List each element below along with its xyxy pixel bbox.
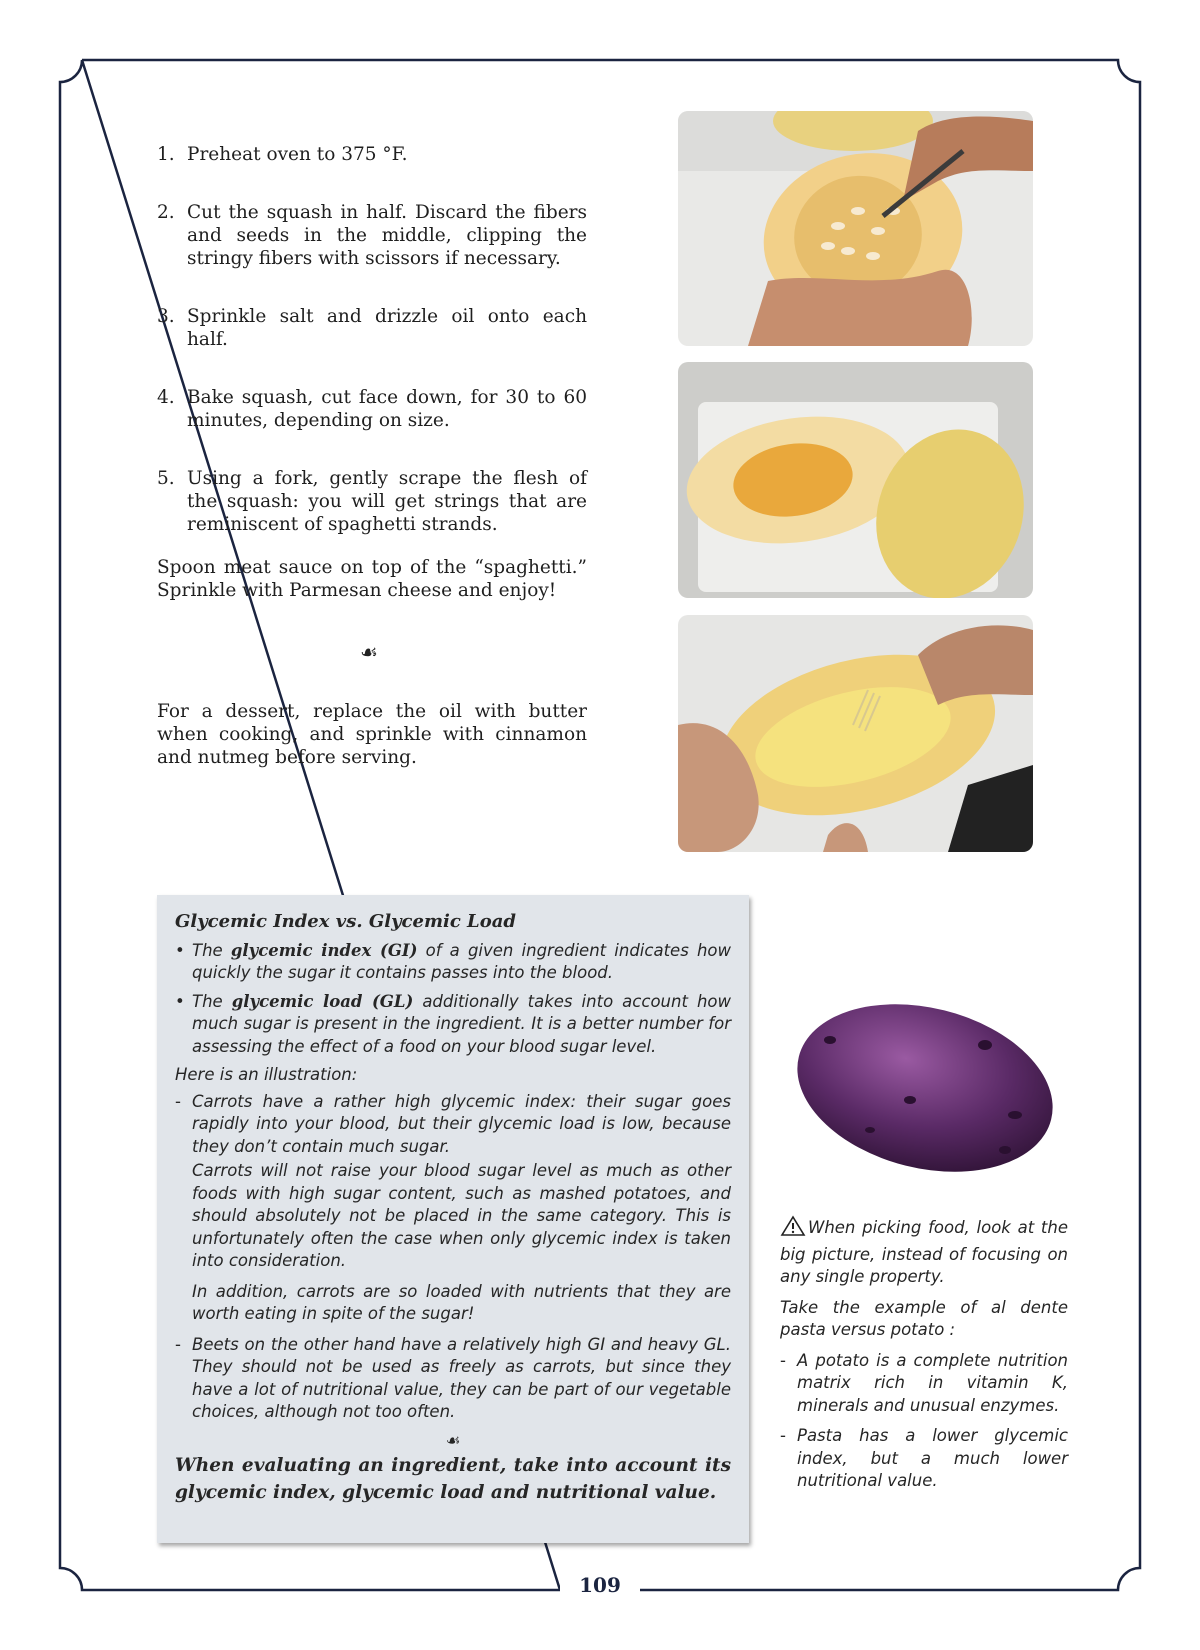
step-text: Cut the squash in half. Discard the fibers and seeds in the middle, clipping the stringy fibers with scissors if necessary.: [187, 202, 587, 269]
glycemic-info-box: [157, 895, 749, 1543]
gi-box-title: Glycemic Index vs. Glycemic Load: [175, 911, 516, 932]
carrots-nutrients: In addition, carrots are so loaded with nutrients that they are worth eating in spite of the sugar!: [192, 1281, 731, 1323]
step-4: [157, 386, 587, 432]
warning-note: [780, 1215, 1068, 1289]
gi-box-conclusion: When evaluating an ingredient, take into account its glycemic index, glycemic load and nutritional value.: [175, 1455, 731, 1503]
example-text: Take the example of al dente pasta versus potato :: [780, 1297, 1068, 1339]
step-number: 1.: [157, 144, 175, 165]
text-run: The: [192, 940, 231, 960]
step-number: 3.: [157, 306, 175, 327]
gl-bullet-text: [192, 991, 731, 1059]
term-glycemic-index: glycemic index (GI): [230, 940, 418, 960]
potato-text: A potato is a complete nutrition matrix rich in vitamin K, minerals and unusual enzymes.: [797, 1350, 1068, 1415]
beets-text: Beets on the other hand have a relatively high GI and heavy GL. They should not be used as freely as carrots, but since they have a lot of nutritional value, they can be part of our vegetable choices, although not too often.: [192, 1334, 731, 1421]
dessert-text: For a dessert, replace the oil with butter when cooking, and sprinkle with cinnamon and nutmeg before serving.: [157, 701, 587, 768]
step-number: 5.: [157, 468, 175, 489]
pasta-item: [780, 1425, 1068, 1493]
dash-marker: -: [175, 1334, 181, 1354]
warning-text: When picking food, look at the big picture, instead of focusing on any single property.: [780, 1218, 1068, 1286]
step-2: [157, 201, 587, 270]
flourish-ornament: ☙: [360, 640, 378, 664]
carrots-item: [175, 1091, 731, 1159]
dash-marker: -: [780, 1350, 786, 1370]
step-text: Preheat oven to 375 °F.: [187, 144, 408, 165]
bullet-marker: •: [175, 991, 185, 1011]
sidebar-note: [780, 1215, 1068, 1501]
flourish-ornament: ☙: [445, 1430, 461, 1450]
step-number: 4.: [157, 387, 175, 408]
dash-marker: -: [175, 1091, 181, 1111]
carrots-detail: Carrots will not raise your blood sugar level as much as other foods with high sugar content, such as mashed potatoes, and should absolutely not be placed in the same category. This is unfortunately often the case when only glycemic index is taken into consideration.: [192, 1161, 731, 1270]
warning-icon: [780, 1215, 808, 1244]
photo-cutting-squash: [678, 111, 1033, 346]
potato-item: [780, 1350, 1068, 1418]
recipe-steps: [157, 143, 587, 536]
term-glycemic-load: glycemic load (GL): [231, 991, 414, 1011]
page-number: 109: [560, 1573, 640, 1597]
step-5: [157, 467, 587, 536]
step-3: [157, 305, 587, 351]
step-text: Sprinkle salt and drizzle oil onto each half.: [187, 306, 587, 350]
step-text: Bake squash, cut face down, for 30 to 60 minutes, depending on size.: [187, 387, 587, 431]
carrots-text: Carrots have a rather high glycemic index: their sugar goes rapidly into your blood, but their glycemic load is low, because they don’t contain much sugar.: [192, 1091, 731, 1156]
text-run: of a given ingredient indicates how quickly the sugar it contains passes into the blood.: [192, 940, 731, 982]
gi-illustration-intro: Here is an illustration:: [175, 1065, 358, 1084]
bullet-marker: •: [175, 940, 185, 960]
gi-bullet-text: [192, 940, 731, 985]
gl-bullet: [175, 991, 731, 1059]
purple-potato-image: [790, 990, 1060, 1180]
step-1: [157, 143, 587, 166]
dash-marker: -: [780, 1426, 786, 1445]
photo-squash-halves: [678, 362, 1033, 598]
gi-bullet: [175, 940, 731, 985]
pasta-text: Pasta has a lower glycemic index, but a much lower nutritional value.: [797, 1426, 1068, 1490]
text-run: additionally takes into account how much sugar is present in the ingredient. It is a better number for assessing the effect of a food on your blood sugar level.: [192, 991, 731, 1056]
step-text: Using a fork, gently scrape the flesh of the squash: you will get strings that are reminiscent of spaghetti strands.: [187, 468, 587, 535]
beets-item: [175, 1334, 731, 1424]
photo-scraping-squash: [678, 615, 1033, 852]
text-run: The: [192, 991, 232, 1011]
serve-text: Spoon meat sauce on top of the “spaghetti.” Sprinkle with Parmesan cheese and enjoy!: [157, 557, 587, 601]
step-number: 2.: [157, 202, 175, 223]
